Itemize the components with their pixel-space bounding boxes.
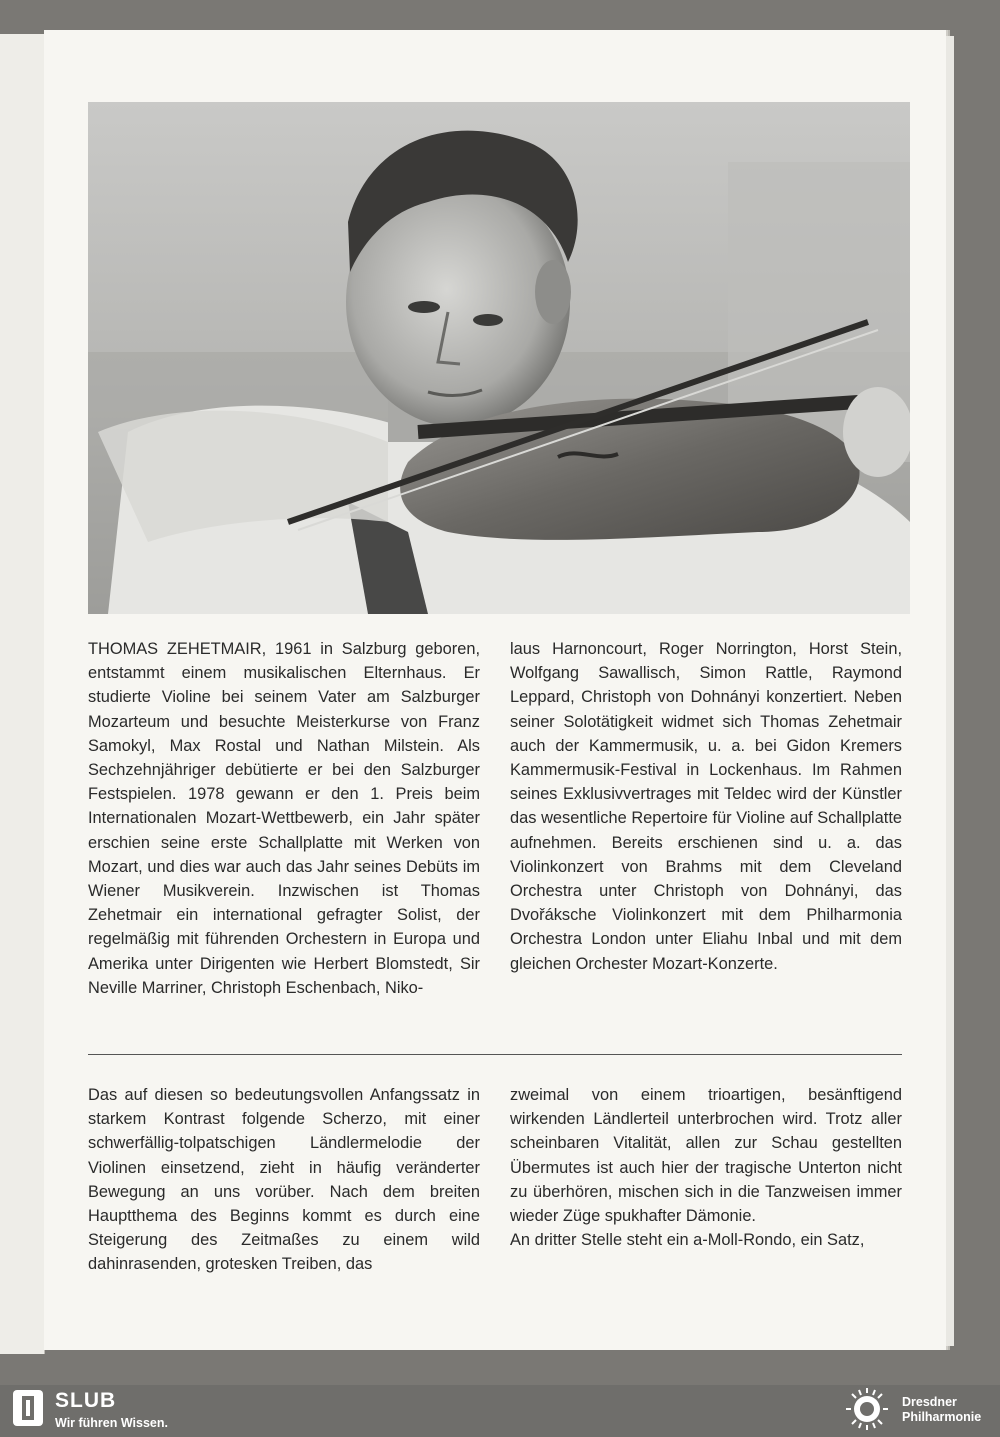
bio-paragraph-1: THOMAS ZEHETMAIR, 1961 in Salzburg geboren, entstammt einem musikalischen Elternhaus. Er studierte Violine bei seinem Vater am Salzburger Mozarteum und besuchte Meisterkurse von Franz Samokyl, Max Rostal und Nathan Milstein. Als Sechzehnjähriger debütierte er bei den Salzburger Festspielen. 1978 gewann er den 1. Preis beim Internationalen Mozart-Wettbewerb, ein Jahr später erschien seine erste Schallplatte mit Werken von Mozart, und dies war auch das Jahr seines Debüts im Wiener Musikverein. Inzwischen ist Thomas Zehetmair ein international gefragter Solist, der regelmäßig mit führenden Orchestern in Europa und Amerika unter Dirigenten wie Herbert Blomstedt, Sir Neville Marriner, Christoph Eschenbach, Niko- [88, 640, 480, 997]
slub-name[interactable]: SLUB [55, 1389, 117, 1412]
partner-name-line1[interactable]: Dresdner [902, 1395, 957, 1409]
bio-column-left [88, 637, 480, 1000]
page-edge [946, 36, 954, 1346]
essay-paragraph-1: Das auf diesen so bedeutungsvollen Anfangssatz in starkem Kontrast folgende Scherzo, mit einer schwerfällig-tolpatschigen Ländlermelodie der Violinen einsetzend, zieht in häufig veränderter Bewegung an uns vorüber. Nach dem breiten Hauptthema des Beginns kommt es durch eine Steigerung des Zeitmaßes zu einem wild dahinrasenden, grotesken Treiben, das [88, 1086, 480, 1274]
essay-paragraph-2: zweimal von einem trioartigen, besänftigend wirkenden Ländlerteil unterbrochen wird. Trotz aller scheinbaren Vitalität, allen zur Schau gestellten Übermutes ist auch hier der tragische Unterton nicht zu überhören, mischen sich in die Tanzweisen immer wieder Züge spukhafter Dämonie. [510, 1086, 902, 1226]
bio-column-right [510, 637, 902, 976]
slub-tagline: Wir führen Wissen. [55, 1416, 168, 1430]
violinist-photo [88, 102, 910, 614]
slub-logo-icon[interactable] [13, 1390, 43, 1426]
essay-paragraph-3: An dritter Stelle steht ein a-Moll-Rondo, ein Satz, [510, 1231, 865, 1250]
essay-column-left [88, 1083, 480, 1277]
dresdner-philharmonie-logo-icon[interactable] [841, 1386, 893, 1432]
essay-column-right [510, 1083, 902, 1252]
section-divider [88, 1054, 902, 1055]
bio-paragraph-2: laus Harnoncourt, Roger Norrington, Horst Stein, Wolfgang Sawallisch, Simon Rattle, Raymond Leppard, Christoph von Dohnányi konzertiert. Neben seiner Solotätigkeit widmet sich Thomas Zehetmair auch der Kammermusik, u. a. bei Gidon Kremers Kammermusik-Festival in Lockenhaus. Im Rahmen seines Exklusivvertrages mit Teldec wird der Künstler das wesentliche Repertoire für Violine auf Schallplatte aufnehmen. Bereits erschienen sind u. a. das Violinkonzert von Brahms mit dem Cleveland Orchestra unter Christoph von Dohnányi, das Dvořáksche Violinkonzert mit dem Philharmonia Orchestra London unter Eliahu Inbal und mit dem gleichen Orchester Mozart-Konzerte. [510, 640, 902, 973]
previous-page-edge [0, 34, 45, 1354]
partner-name-line2[interactable]: Philharmonie [902, 1410, 982, 1424]
